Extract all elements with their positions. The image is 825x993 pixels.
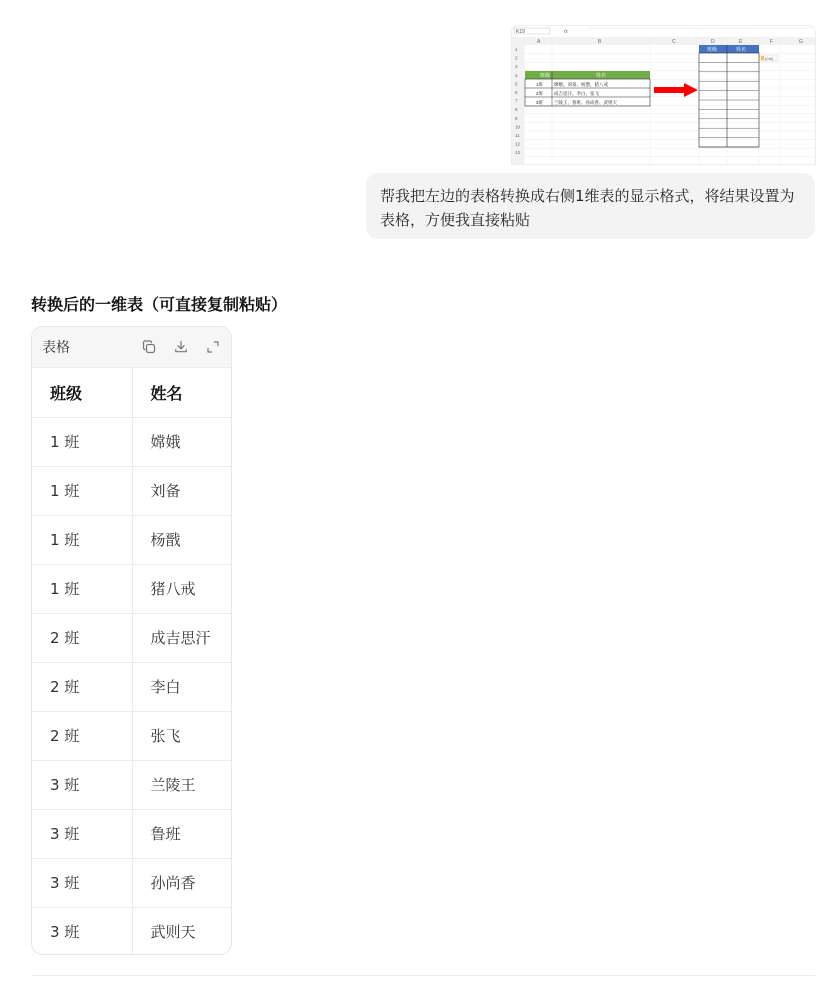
table-row	[32, 613, 231, 662]
student-name-cell: 嫦娥	[132, 417, 231, 466]
attached-spreadsheet-image[interactable]	[512, 26, 815, 164]
user-message-text: 帮我把左边的表格转换成右侧1维表的显示格式，将结果设置为表格，方便我直接粘贴	[380, 187, 795, 229]
table-row	[32, 466, 231, 515]
class-cell: 2 班	[32, 613, 132, 662]
student-name-cell: 孙尚香	[132, 858, 231, 907]
table-row	[32, 662, 231, 711]
row-number: 11	[515, 133, 520, 138]
table-row	[32, 417, 231, 466]
column-header-class: 班级	[32, 368, 132, 417]
column-letter: C	[672, 39, 676, 45]
class-cell: 1 班	[32, 417, 132, 466]
row-number: 10	[515, 124, 521, 130]
class-cell: 1 班	[32, 466, 132, 515]
table-row	[32, 515, 231, 564]
row-number: 6	[515, 90, 518, 95]
target-header-name: 姓名	[736, 47, 747, 53]
student-name-cell: 成吉思汗	[132, 613, 231, 662]
table-row	[32, 564, 231, 613]
source-cell: 1班	[536, 82, 544, 87]
class-cell: 3 班	[32, 907, 132, 955]
student-name-cell: 武则天	[150, 923, 196, 942]
user-message-bubble	[366, 173, 815, 239]
row-number: 12	[515, 141, 521, 147]
result-table-card	[31, 326, 232, 955]
answer-title: 转换后的一维表（可直接复制粘贴）	[31, 295, 288, 314]
class-cell: 1 班	[32, 564, 132, 613]
column-header-name: 姓名	[132, 368, 231, 417]
table-card-header	[32, 327, 231, 368]
table-row	[32, 711, 231, 760]
table-row	[32, 907, 231, 955]
student-name-cell: 李白	[132, 662, 231, 711]
student-name-cell: 猪八戒	[132, 564, 231, 613]
row-number: 1	[515, 47, 518, 52]
column-letter: F	[770, 39, 774, 45]
row-number: 2	[515, 55, 518, 61]
download-icon[interactable]	[173, 339, 189, 355]
divider	[31, 975, 815, 976]
source-cell: 3班	[536, 100, 544, 105]
row-number: 7	[515, 98, 518, 104]
student-name-cell: 兰陵王	[132, 760, 231, 809]
student-name-cell: 刘备	[132, 466, 231, 515]
table-row	[32, 809, 231, 858]
expand-icon[interactable]	[205, 339, 221, 355]
source-header-class: 班级	[540, 73, 551, 79]
source-cell: 嫦娥、刘备、杨戬、猪八戒	[554, 82, 608, 87]
column-letter: A	[537, 39, 541, 45]
class-cell: 3 班	[32, 858, 132, 907]
class-cell: 3 班	[32, 760, 132, 809]
student-name-cell: 杨戬	[132, 515, 231, 564]
source-cell: 成吉思汗、李白、张飞	[554, 91, 599, 96]
result-table	[32, 368, 231, 955]
row-number: 13	[515, 150, 521, 156]
row-number: 4	[515, 72, 518, 78]
source-header-name: 姓名	[596, 73, 607, 79]
paste-hint: (Ctrl)	[765, 57, 773, 61]
class-cell: 2 班	[32, 662, 132, 711]
row-number: 5	[515, 81, 518, 87]
name-box: K19	[516, 29, 525, 35]
source-cell: 2班	[536, 91, 544, 96]
student-name-cell: 张飞	[132, 711, 231, 760]
row-number: 8	[515, 107, 518, 113]
column-letter: D	[711, 39, 715, 45]
row-number: 3	[515, 64, 518, 70]
table-card-label: 表格	[42, 340, 70, 356]
table-row	[32, 760, 231, 809]
class-cell: 3 班	[32, 809, 132, 858]
student-name-cell: 鲁班	[132, 809, 231, 858]
source-cell: 兰陵王、鲁班、孙尚香、武则天	[554, 100, 617, 105]
target-header-class: 班级	[707, 47, 718, 53]
class-cell: 1 班	[32, 515, 132, 564]
row-number: 9	[515, 115, 518, 121]
red-arrow-icon	[654, 83, 698, 97]
table-row	[32, 858, 231, 907]
table-header-row	[32, 368, 231, 417]
column-letter: B	[598, 39, 602, 45]
fx-label: fx	[564, 29, 568, 35]
class-cell: 2 班	[32, 711, 132, 760]
copy-icon[interactable]	[141, 339, 157, 355]
column-letter: E	[739, 39, 743, 45]
column-letter: G	[799, 39, 803, 45]
